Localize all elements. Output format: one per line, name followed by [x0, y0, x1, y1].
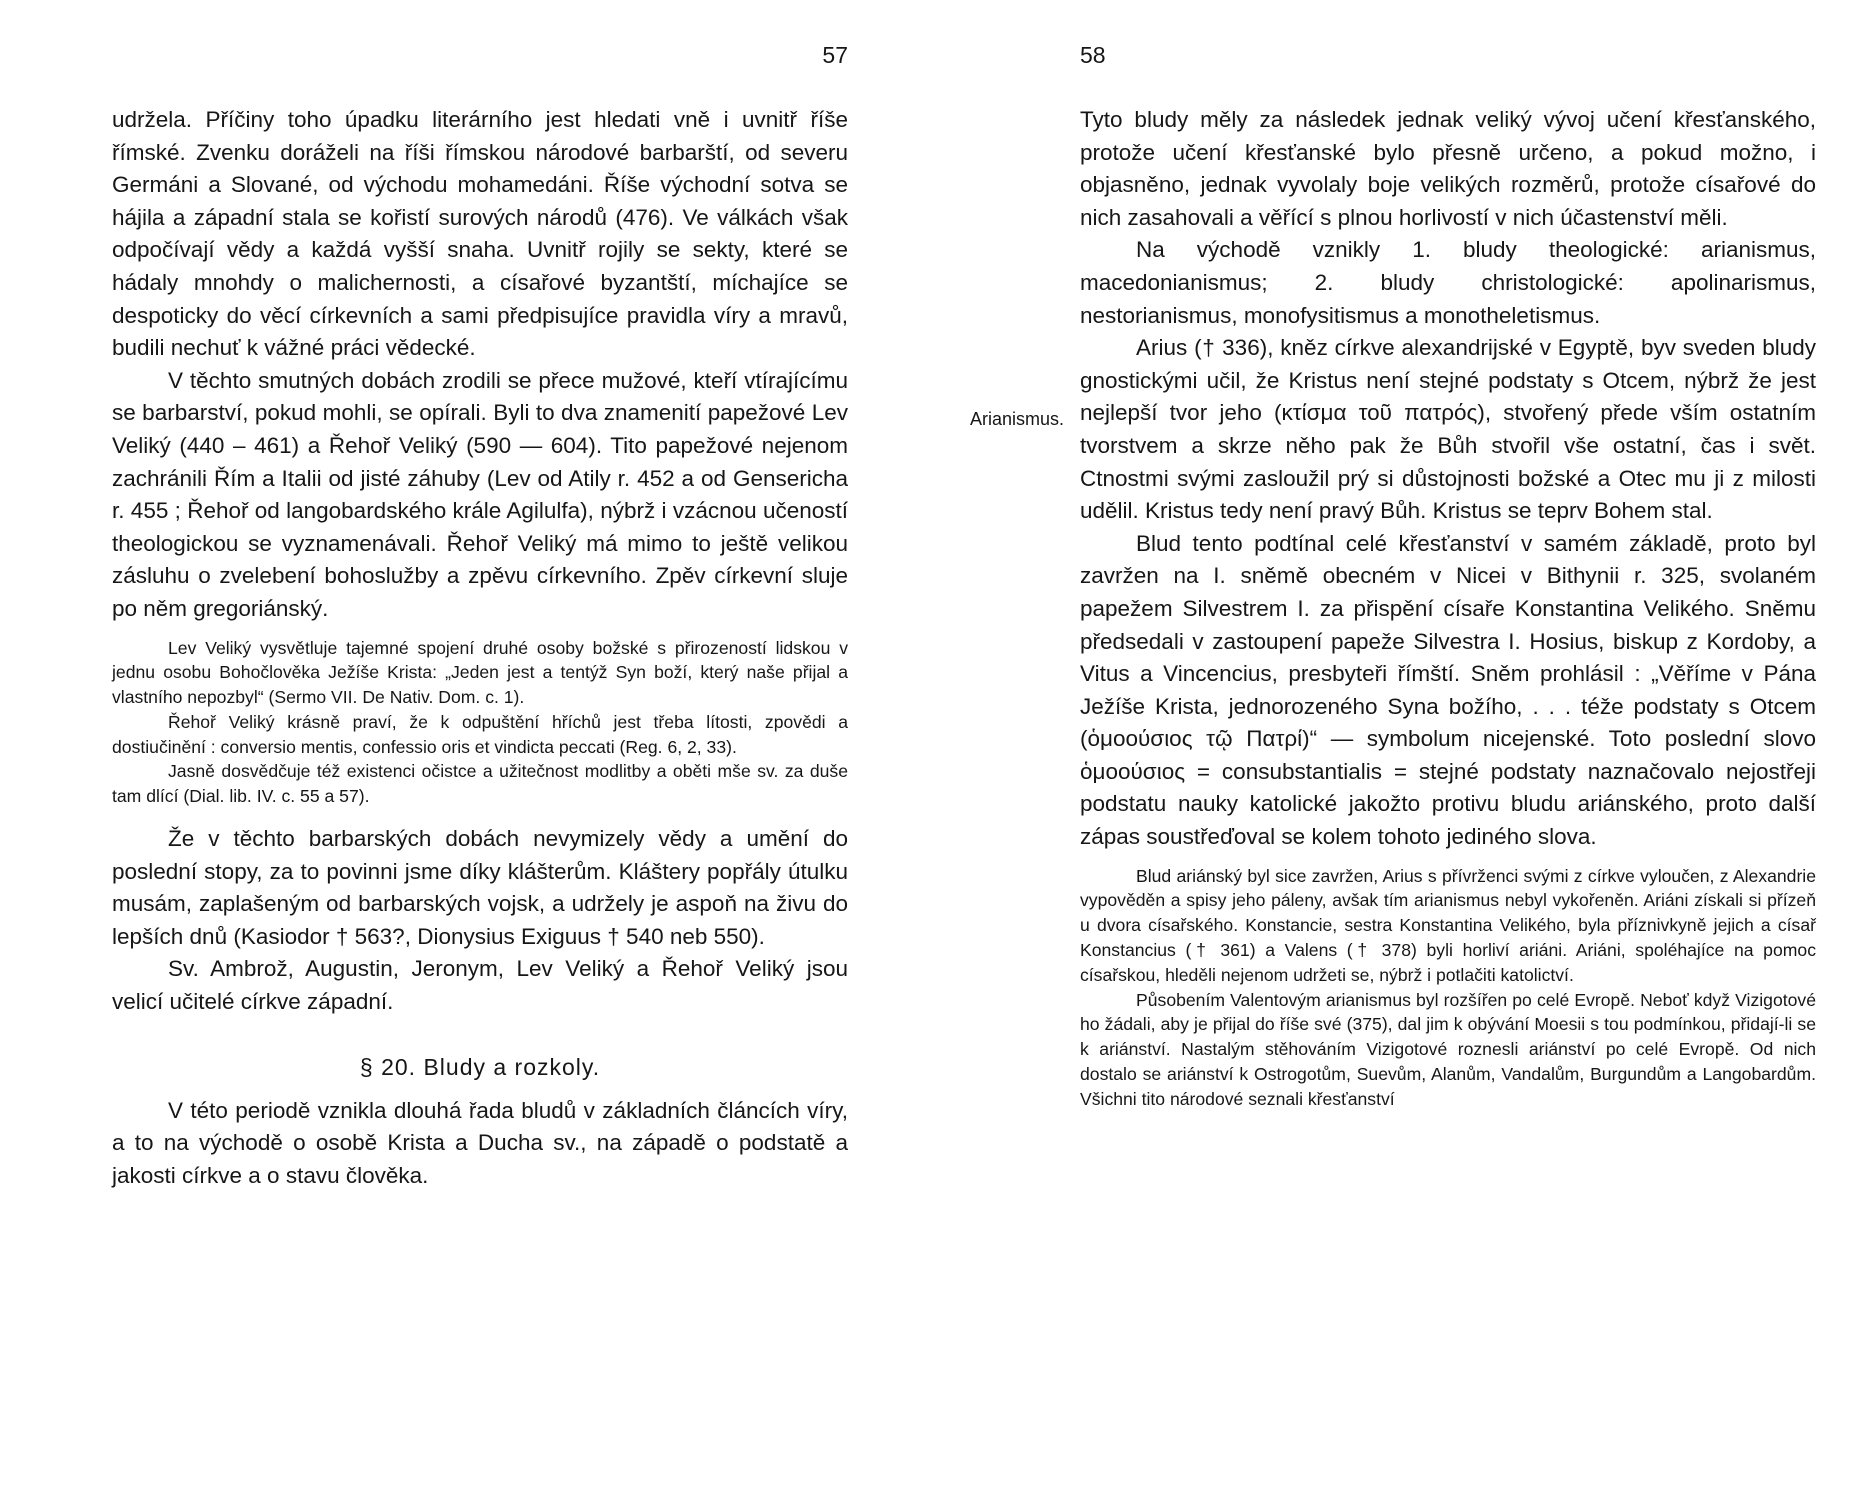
- right-page: [1080, 0, 1816, 1500]
- paragraph: V této periodě vznikla dlouhá řada bludů v základních článcích víry, a to na východě o osobě Krista a Ducha sv., na západě o podstatě a jakosti církve a o stavu člověka.: [112, 1097, 848, 1188]
- paragraph: Arius († 336), kněz církve alexandrijské v Egyptě, byv sveden bludy gnostickými učil, že Kristus není stejné podstaty s Otcem, nýbrž že jest nejlepší tvor jeho (κτίσμα τοῦ πατρός), stvořený přede vším ostatním tvorstvem a skrze něho pak že Bůh stvořil vše ostatní, čas i svět. Ctnostmi svými zasloužil prý si důstojnosti božské a Otec mu ji z milosti udělil. Kristus tedy není pravý Bůh. Kristus se teprv Bohem stal.: [1080, 335, 1816, 524]
- margin-note: Arianismus.: [970, 409, 1065, 429]
- footnote: Řehoř Veliký krásně praví, že k odpuštění hříchů jest třeba lítosti, zpovědi a dostiučinění : conversio mentis, confessio oris et vindicta peccati (Reg. 6, 2, 33).: [112, 711, 848, 757]
- paragraph: Blud tento podtínal celé křesťanství v samém základě, proto byl zavržen na I. sněmě obecném v Nicei v Bithynii r. 325, svolaném papežem Silvestrem I. za přispění císaře Konstantina Velikého. Sněmu předsedali v zastoupení papeže Silvestra I. Hosius, biskup z Kordoby, a Vitus a Vincencius, presbyteři římští. Sněm prohlásil : „Věříme v Pána Ježíše Krista, jednorozeného Syna božího, . . . téže podstaty s Otcem (ὁμοούσιος τῷ Πατρί)“ — symbolum nicejenské. Toto poslední slovo ὁμοούσιος = consubstantialis = stejné podstaty naznačovalo nejostřeji podstatu nauky katolické jakožto protivu bludu ariánského, proto další zápas soustřeďoval se kolem tohoto jediného slova.: [1080, 530, 1816, 850]
- paragraph: V těchto smutných dobách zrodili se přece mužové, kteří vtírajícímu se barbarství, pokud mohli, se opírali. Byli to dva znamenití papežové Lev Veliký (440 – 461) a Řehoř Veliký (590 — 604). Tito papežové nejenom zachránili Řím a Italii od jisté záhuby (Lev od Atily r. 452 a od Gensericha r. 455 ; Řehoř od langobardského krále Agilulfa), nýbrž i vzácnou učeností theologickou se vyznamenávali. Řehoř Veliký má mimo to ještě velikou zásluhu o zvelebení bohoslužby a zpěvu církevního. Zpěv církevní sluje po něm gregoriánský.: [112, 367, 848, 621]
- paragraph: Sv. Ambrož, Augustin, Jeronym, Lev Veliký a Řehoř Veliký jsou velicí učitelé církve západní.: [112, 956, 848, 1015]
- footnote: Lev Veliký vysvětluje tajemné spojení druhé osoby božské s přirozeností lidskou v jednu osobu Bohočlověka Ježíše Krista: „Jeden jest a tentýž Syn boží, který naše přijal a vlastního nepozbyl“ (Sermo VII. De Nativ. Dom. c. 1).: [112, 637, 848, 708]
- footnote: Jasně dosvědčuje též existenci očistce a užitečnost modlitby a oběti mše sv. za duše tam dlící (Dial. lib. IV. c. 55 a 57).: [112, 761, 848, 807]
- left-page: [112, 0, 848, 1500]
- paragraph: Na východě vznikly 1. bludy theologické: arianismus, macedonianismus; 2. bludy christologické: apolinarismus, nestorianismus, monofysitismus a monotheletismus.: [1080, 237, 1816, 328]
- right-page-text: [1080, 104, 1816, 1112]
- page-number: 58: [1080, 42, 1106, 68]
- paragraph: Tyto bludy měly za následek jednak veliký vývoj učení křesťanského, protože učení křesťanské bylo přesně určeno, a pokud možno, i objasněno, jednak vyvolaly boje velikých rozměrů, protože císařové do nich zasahovali a věřící s plnou horlivostí v nich účastenství měli.: [1080, 107, 1816, 230]
- left-page-text: [112, 104, 848, 1192]
- paragraph: Že v těchto barbarských dobách nevymizely vědy a umění do poslední stopy, za to povinni jsme díky klášterům. Kláštery popřály útulku musám, zaplašeným od barbarských vojsk, a udržely je aspoň na živu do lepších dnů (Kasiodor † 563?, Dionysius Exiguus † 540 neb 550).: [112, 826, 848, 949]
- page-number: 57: [822, 42, 848, 68]
- footnote: Blud ariánský byl sice zavržen, Arius s přívrženci svými z církve vyloučen, z Alexandrie vypověděn a spisy jeho páleny, avšak tím arianismus nebyl vykořeněn. Ariáni získali si přízeň u dvora císařského. Konstancie, sestra Konstantina Velikého, byla příznivkyně jejich a císař Konstancius († 361) a Valens († 378) byli horliví ariáni. Ariáni, spoléhajíce na pomoc císařskou, hleděli nejenom udržeti se, nýbrž i potlačiti katolictví.: [1080, 865, 1816, 985]
- footnote: Působením Valentovým arianismus byl rozšířen po celé Evropě. Neboť když Vizigotové ho žádali, aby je přijal do říše své (375), dal jim k obývání Moesii s tou podmínkou, přidají-li se k ariánství. Nastalým stěhováním Vizigotové roznesli ariánství po celé Evropě. Od nich dostalo se ariánství k Ostrogotům, Suevům, Alanům, Vandalům, Burgundům a Langobardům. Všichni tito národové seznali křesťanství: [1080, 989, 1816, 1109]
- section-heading: § 20. Bludy a rozkoly.: [359, 1053, 601, 1080]
- paragraph: udržela. Příčiny toho úpadku literárního jest hledati vně i uvnitř říše římské. Zvenku doráželi na říši římskou národové barbarští, od severu Germáni a Slované, od východu mohamedáni. Říše východní sotva se hájila a západní stala se kořistí surových národů (476). Ve válkách však odpočívají vědy a každá vyšší snaha. Uvnitř rojily se sekty, které se hádaly mnohdy o malichernosti, a císařové byzantští, míchajíce se despoticky do věcí církevních a sami předpisujíce pravidla víry a mravů, budili nechuť k vážné práci vědecké.: [112, 107, 848, 361]
